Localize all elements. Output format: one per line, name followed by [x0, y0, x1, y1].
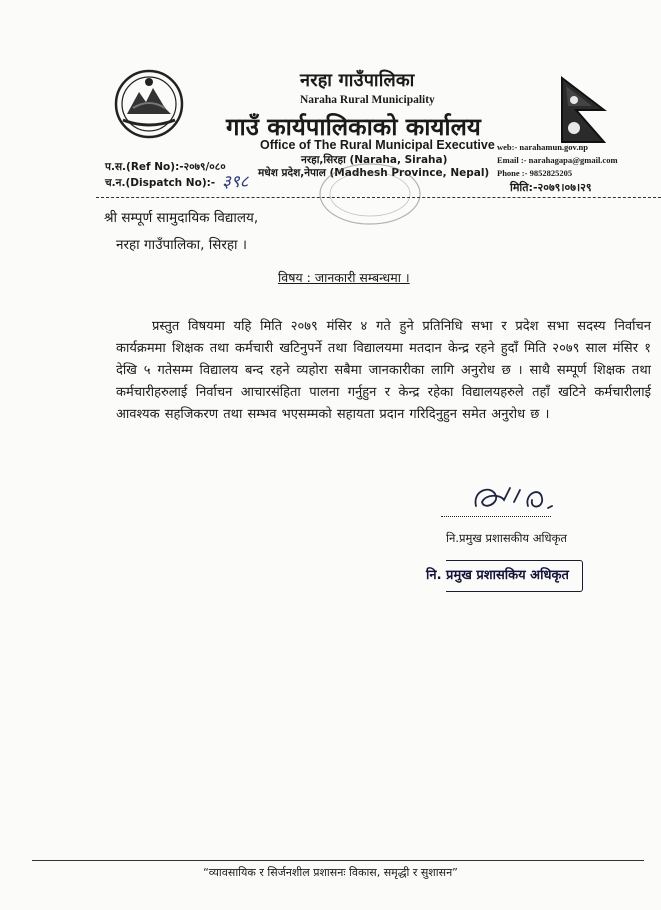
phone: Phone :- 9852825205	[497, 168, 573, 178]
municipality-name-en: Naraha Rural Municipality	[300, 94, 435, 106]
footer-divider	[32, 860, 644, 861]
letter-subject: विषय : जानकारी सम्बन्धमा ।	[278, 270, 410, 285]
dispatch-label: च.न.(Dispatch No):-	[105, 177, 216, 189]
signatory-designation: नि.प्रमुख प्रशासकीय अधिकृत	[446, 531, 567, 545]
province-line: मधेश प्रदेश,नेपाल (Madhesh Province, Nepal)	[258, 167, 490, 179]
signature-line	[441, 516, 551, 517]
recipient-line-2: नरहा गाउँपालिका, सिरहा ।	[116, 237, 247, 253]
office-name-en: Office of The Rural Municipal Executive	[260, 138, 495, 152]
address-line: नरहा,सिरहा (Naraha, Siraha)	[301, 154, 448, 166]
designation-stamp: नि. प्रमुख प्रशासकिय अधिकृत	[426, 568, 569, 583]
municipality-emblem-icon	[113, 68, 185, 140]
letter-date: मिति:-२०७९।०७।२९	[510, 181, 592, 194]
nepal-flag-icon	[560, 76, 608, 146]
dispatch-number-handwritten: ३९८	[222, 172, 249, 192]
footer-motto: “व्यावसायिक र सिर्जनशील प्रशासनः विकास, समृद्धी र सुशासन”	[203, 866, 458, 879]
reference-number: प.स.(Ref No):-२०७९/०८०	[105, 161, 226, 173]
website: web:- narahamun.gov.np	[497, 142, 588, 152]
signature-icon	[470, 480, 560, 516]
office-name-np: गाउँ कार्यपालिकाको कार्यालय	[226, 113, 481, 141]
email: Email :- narahagapa@gmail.com	[497, 155, 618, 165]
letter-body: प्रस्तुत विषयमा यहि मिति २०७९ मंसिर ४ गते हुने प्रतिनिधि सभा र प्रदेश सभा सदस्य निर्वाचन कार्यक्रममा शिक्षक तथा कर्मचारी खटिनुपर्ने तथा विद्यालयमा मतदान केन्द्र रहने हुदाँ मिति २०७९ साल मंसिर १ देखि ५ गतेसम्म विद्यालय बन्द रहने व्यहोरा सबैमा जानकारीका लागि अनुरोध छ । साथै सम्पूर्ण शिक्षक तथा कर्मचारीहरुलाई निर्वाचन आचारसंहिता पालना गर्नुहुन र केन्द्र रहेका विद्यालयहरुले तहाँ खटिने कर्मचारीलाई आवश्यक सहजिकरण तथा सम्भव भएसम्मको सहायता प्रदान गरिदिनुहुन समेत अनुरोध छ ।	[116, 319, 651, 422]
municipality-name-np: नरहा गाउँपालिका	[300, 70, 415, 91]
office-seal-stamp-icon	[316, 158, 424, 226]
recipient-line-1: श्री सम्पूर्ण सामुदायिक विद्यालय,	[104, 210, 259, 226]
header-divider	[96, 197, 661, 198]
